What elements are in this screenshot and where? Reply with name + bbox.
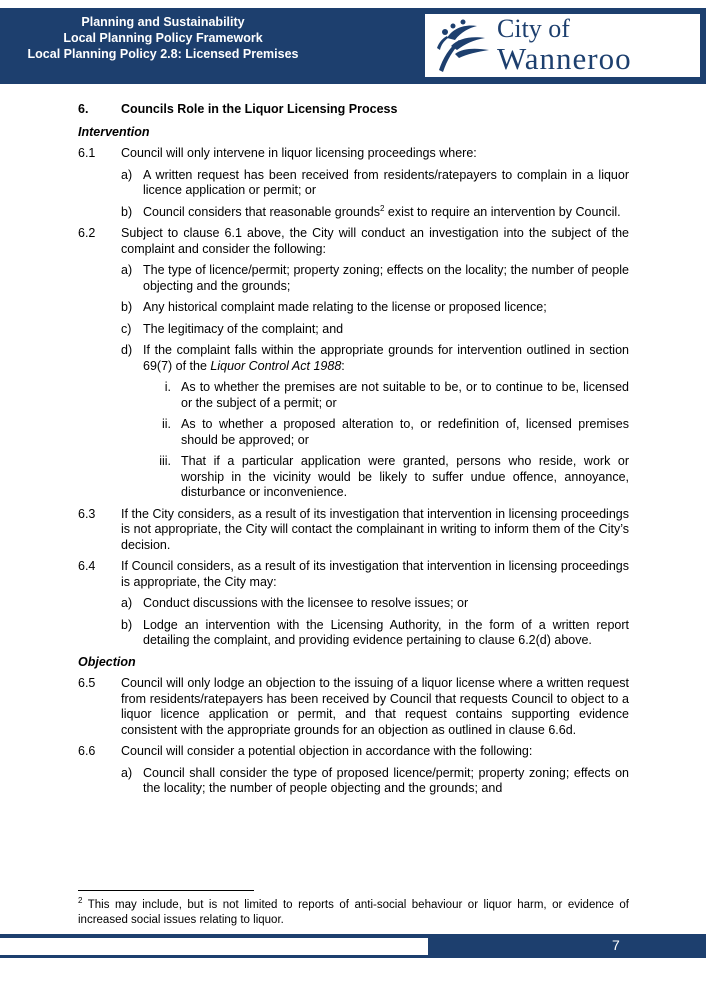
clause-text: Council will consider a potential objection in accordance with the following: [121,744,533,758]
subitem-text: As to whether the premises are not suitable to be, or to continue to be, licensed or the subject of a permit; or [181,380,629,410]
item-text-post: exist to require an intervention by Council. [384,204,621,219]
subitem-label: ii. [161,417,171,431]
act-title: Liquor Control Act 1988 [210,358,342,373]
clause-6-4-b [121,618,629,649]
section-heading [78,102,629,118]
logo-city-text: City of [497,14,570,43]
clause-6-2-d [121,343,629,374]
banksia-logo-icon [433,18,493,74]
item-text [143,343,629,374]
header-line-3: Local Planning Policy 2.8: Licensed Premises [27,47,299,61]
item-text: Any historical complaint made relating to the license or proposed licence; [143,300,547,314]
clause-text: If the City considers, as a result of its investigation that intervention in licensing proceedings is not appropriate, the City will contact the complainant in writing to inform them of the City’s decision. [121,506,629,552]
header-line-1: Planning and Sustainability [81,15,245,29]
subitem-text: As to whether a proposed alteration to, or redefinition of, licensed premises should be approved; or [181,417,629,447]
item-label: c) [121,321,132,336]
clause-text: Council will only intervene in liquor licensing proceedings where: [121,146,477,160]
clause-number: 6.1 [78,146,96,160]
footnote-number: 2 [78,896,83,906]
clause-6-6 [78,744,629,760]
clause-6-2 [78,226,629,257]
footer-white-strip [0,938,428,955]
item-label: b) [121,204,133,219]
clause-6-2-d-iii [143,454,629,501]
clause-6-1-b [121,205,629,221]
item-label: b) [121,617,133,632]
city-logo [425,14,700,77]
clause-6-1-a [121,168,629,199]
page-number: 7 [612,937,620,953]
clause-number: 6.6 [78,744,96,758]
clause-number: 6.4 [78,559,96,573]
subitem-label: iii. [159,454,171,468]
clause-6-2-c [121,322,629,338]
footnote-text: This may include, but is not limited to reports of anti-social behaviour or liquor harm, or evidence of increased social issues relating to liquor. [78,899,629,926]
item-text: A written request has been received from residents/ratepayers to complain in a liquor licence application or permit; or [143,167,629,197]
clause-6-4-a [121,596,629,612]
clause-6-2-b [121,300,629,316]
section-title: Councils Role in the Liquor Licensing Process [121,102,398,116]
clause-6-2-d-ii [143,417,629,448]
intervention-heading: Intervention [78,124,150,139]
footnote-divider [78,890,254,891]
clause-6-1 [78,146,629,162]
header-title-block [0,14,326,62]
clause-6-4 [78,559,629,590]
item-text: Conduct discussions with the licensee to resolve issues; or [143,596,469,610]
clause-text: Subject to clause 6.1 above, the City will conduct an investigation into the subject of the complaint and consider the following: [121,226,629,256]
item-label: a) [121,596,133,610]
clause-number: 6.2 [78,226,96,240]
clause-text: If Council considers, as a result of its investigation that intervention in licensing proceedings is appropriate, the City may: [121,559,629,589]
item-label: d) [121,343,133,357]
item-text: Council shall consider the type of proposed licence/permit; property zoning; effects on the locality; the number of people objecting and the grounds; and [143,765,629,795]
clause-6-2-a [121,263,629,294]
clause-text: Council will only lodge an objection to the issuing of a liquor license where a written request from residents/ratepayers has been received by Council that requests Council to object to a liquor licence application or permit, and that request contains supporting evidence consistent with the appropriate grounds for an objection as outlined in clause 6.6d. [121,676,629,737]
item-text-post: : [341,358,345,373]
footnote [78,898,629,927]
item-label: a) [121,765,133,780]
item-text: The legitimacy of the complaint; and [143,321,344,336]
subitem-label: i. [164,380,171,394]
item-text: The type of licence/permit; property zoning; effects on the locality; the number of people objecting and the grounds; [143,263,629,293]
clause-number: 6.5 [78,676,96,690]
item-label: a) [121,167,133,182]
clause-number: 6.3 [78,506,96,521]
clause-6-6-a [121,766,629,797]
footnote-ref: 2 [379,203,385,213]
clause-6-3 [78,507,629,554]
clause-6-2-d-i [143,380,629,411]
section-number: 6. [78,102,89,116]
logo-name-text: Wanneroo [497,41,632,76]
clause-6-5 [78,676,629,738]
item-label: a) [121,263,133,277]
item-label: b) [121,300,133,314]
item-text [143,205,629,221]
item-text-pre: If the complaint falls within the appropriate grounds for intervention outlined in section 69(7) of the [143,343,629,373]
document-body [78,102,629,803]
subitem-text: That if a particular application were granted, persons who reside, work or worship in the vicinity would be likely to suffer undue offence, annoyance, disturbance or inconvenience. [181,454,629,499]
item-text-pre: Council considers that reasonable grounds [143,204,380,219]
item-text: Lodge an intervention with the Licensing Authority, in the form of a written report detailing the complaint, and providing evidence pertaining to clause 6.2(d) above. [143,617,629,647]
header-line-2: Local Planning Policy Framework [63,31,263,45]
objection-heading: Objection [78,654,136,669]
